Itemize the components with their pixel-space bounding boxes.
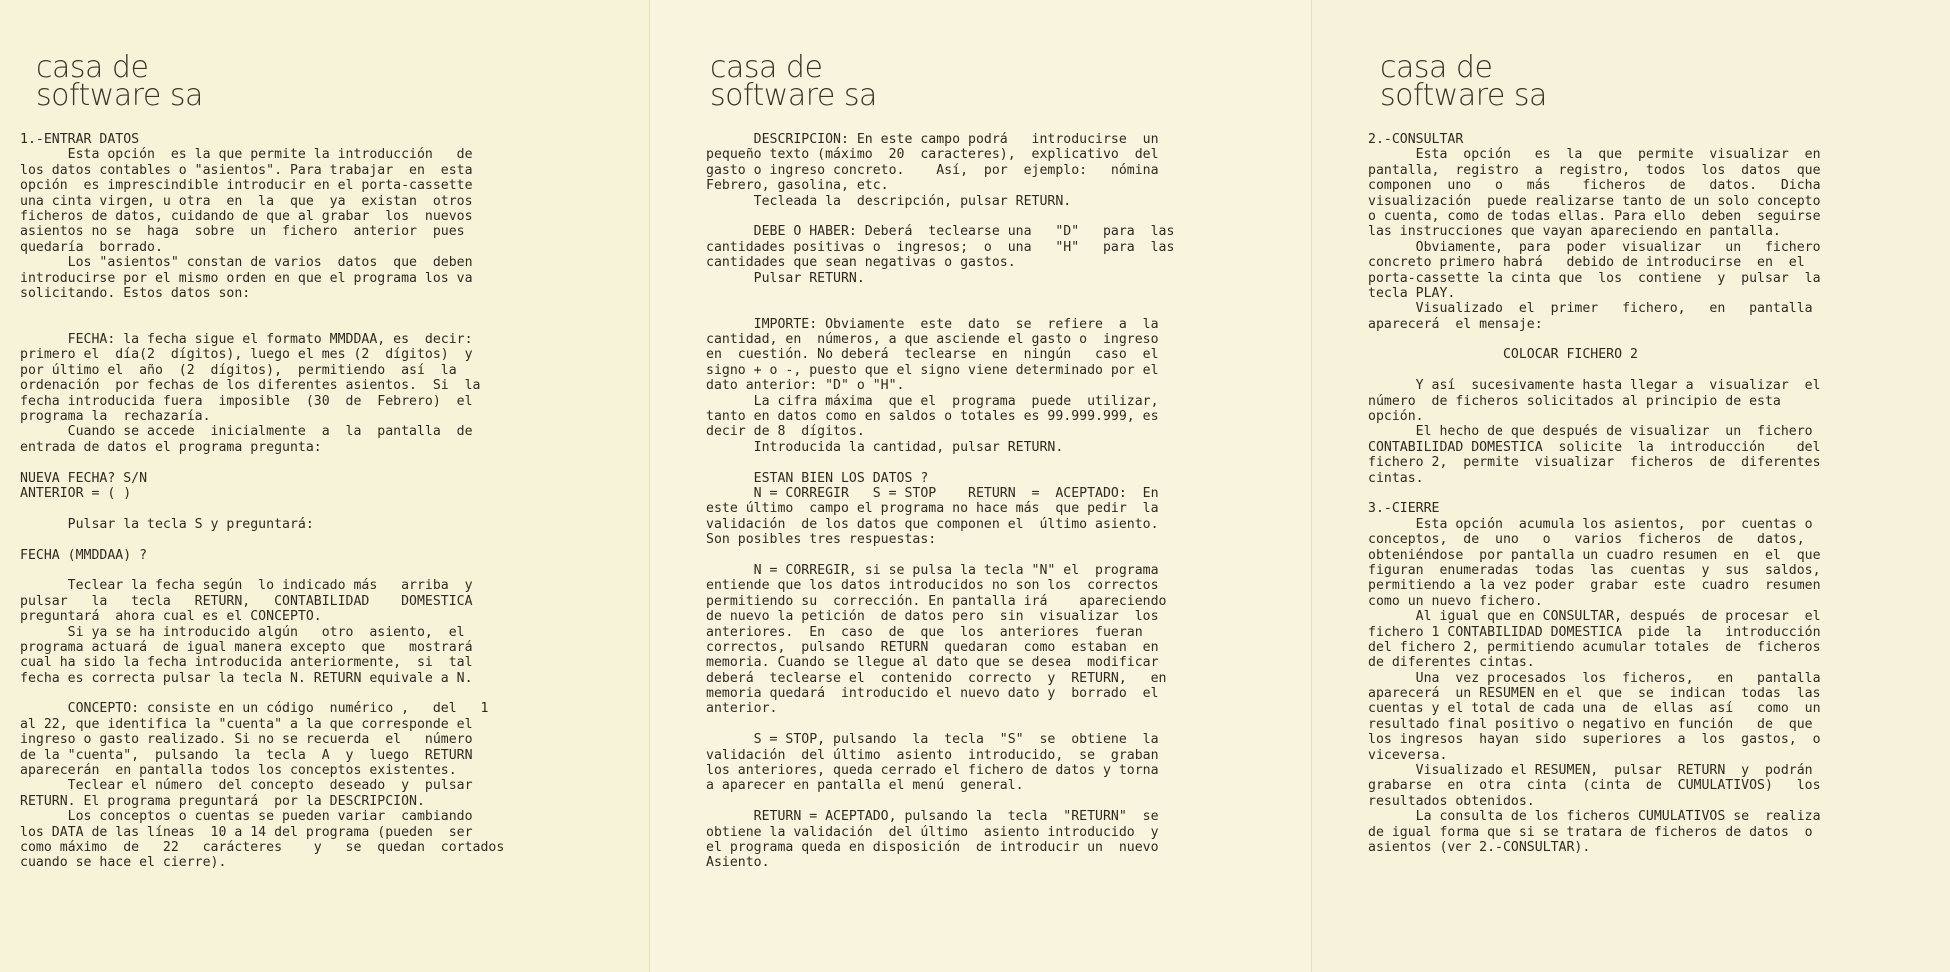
panel-middle xyxy=(650,0,1312,972)
text-line: asientos no se haga sobre un fichero anterior pues xyxy=(20,224,465,240)
text-line: cantidades que sean negativas o gastos. xyxy=(706,255,1016,271)
company-logo xyxy=(710,50,1298,113)
text-line: FECHA (MMDDAA) ? xyxy=(20,547,148,563)
text-line: IMPORTE: Obviamente este dato se refiere a la xyxy=(706,316,1159,332)
logo-line-1: casa de xyxy=(710,50,823,85)
blank-line xyxy=(1368,486,1936,501)
text-line: fichero 2, permite visualizar ficheros de diferentes xyxy=(1368,455,1821,471)
blank-line xyxy=(20,501,636,516)
text-line: fecha es correcta pulsar la tecla N. RETURN equivale a N. xyxy=(20,670,473,686)
text-line: La consulta de los ficheros CUMULATIVOS se realiza xyxy=(1368,809,1821,825)
text-line: DESCRIPCION: En este campo podrá introducirse un xyxy=(706,132,1159,147)
panel-text xyxy=(1332,132,1936,855)
text-line: S = STOP, pulsando la tecla "S" se obtiene la xyxy=(706,732,1159,748)
text-line: los DATA de las líneas 10 a 14 del programa (pueden ser xyxy=(20,824,473,840)
text-line: quedaría borrado. xyxy=(20,239,163,255)
text-line: ordenación por fechas de los diferentes asientos. Si la xyxy=(20,378,481,394)
text-line: memoria quedará introducido el nuevo dato y borrado el xyxy=(706,686,1159,702)
text-line: tanto en datos como en saldos o totales es 99.999.999, es xyxy=(706,409,1159,425)
blank-line xyxy=(706,301,1298,316)
text-line: N = CORREGIR S = STOP RETURN = ACEPTADO: En xyxy=(706,485,1159,501)
text-line: Cuando se accede inicialmente a la pantalla de xyxy=(20,424,473,440)
text-line: programa actuará de igual manera excepto que mostrará xyxy=(20,639,473,655)
panel-text xyxy=(20,132,636,871)
text-line: introducirse por el mismo orden en que el programa los va xyxy=(20,270,473,286)
logo-line-2: software sa xyxy=(36,78,203,113)
text-line: tecla PLAY. xyxy=(1368,285,1456,301)
blank-line xyxy=(706,455,1298,470)
text-line: de diferentes cintas. xyxy=(1368,655,1535,671)
text-line: CONCEPTO: consiste en un código numérico , del 1 xyxy=(20,701,489,717)
text-line: visualización puede realizarse tanto de un solo concepto xyxy=(1368,193,1821,209)
blank-line xyxy=(1368,332,1936,347)
text-line: cantidades positivas o ingresos; o una "H" para las xyxy=(706,239,1175,255)
blank-line xyxy=(20,532,636,547)
text-line: ficheros de datos, cuidando de que al grabar los nuevos xyxy=(20,208,473,224)
text-line: programa la rechazaría. xyxy=(20,409,211,425)
text-line: Introducida la cantidad, pulsar RETURN. xyxy=(706,439,1064,455)
text-line: correctos, pulsando RETURN quedaran como estaban en xyxy=(706,639,1159,655)
text-line: gasto o ingreso concreto. Así, por ejemplo: nómina xyxy=(706,162,1159,178)
text-line: validación del último asiento introducido, se graban xyxy=(706,747,1159,763)
text-line: Visualizado el primer fichero, en pantalla xyxy=(1368,301,1813,317)
text-line: asientos (ver 2.-CONSULTAR). xyxy=(1368,839,1591,855)
text-line: como máximo de 22 carácteres y se quedan cortados xyxy=(20,839,505,855)
text-line: pulsar la tecla RETURN, CONTABILIDAD DOMESTICA xyxy=(20,593,473,609)
text-line: conceptos, de uno o varios ficheros de datos, xyxy=(1368,532,1805,548)
text-line: La cifra máxima que el programa puede utilizar, xyxy=(706,393,1159,409)
blank-line xyxy=(706,794,1298,809)
text-line: aparecerán en pantalla todos los conceptos existentes. xyxy=(20,763,457,779)
text-line: Teclear el número del concepto deseado y pulsar xyxy=(20,778,473,794)
blank-line xyxy=(706,286,1298,301)
text-line: El hecho de que después de visualizar un fichero xyxy=(1368,424,1813,440)
text-line: Esta opción acumula los asientos, por cuentas o xyxy=(1368,516,1813,532)
logo-line-2: software sa xyxy=(1380,78,1547,113)
text-line: cuando se hace el cierre). xyxy=(20,855,227,871)
text-line: figuran enumeradas todas las cuentas y sus saldos, xyxy=(1368,562,1821,578)
text-line: decir de 8 dígitos. xyxy=(706,424,865,440)
blank-line xyxy=(20,317,636,332)
text-line: Los conceptos o cuentas se pueden variar cambiando xyxy=(20,809,473,825)
text-line: Son posibles tres respuestas: xyxy=(706,532,937,548)
text-line: preguntará ahora cual es el CONCEPTO. xyxy=(20,609,322,625)
text-line: Si ya se ha introducido algún otro asiento, el xyxy=(20,624,465,640)
text-line: resultados obtenidos. xyxy=(1368,793,1535,809)
text-line: COLOCAR FICHERO 2 xyxy=(1368,347,1638,363)
text-line: del fichero 2, permitiendo acumular totales de ficheros xyxy=(1368,639,1821,655)
text-line: Esta opción es la que permite la introducción de xyxy=(20,147,473,163)
panel-right xyxy=(1312,0,1950,972)
text-line: una cinta virgen, u otra en la que ya existan otros xyxy=(20,193,473,209)
text-line: al 22, que identifica la "cuenta" a la que corresponde el xyxy=(20,716,473,732)
text-line: Esta opción es la que permite visualizar en xyxy=(1368,147,1821,163)
text-line: aparecerá el mensaje: xyxy=(1368,316,1543,332)
text-line: cintas. xyxy=(1368,470,1424,486)
text-line: Pulsar RETURN. xyxy=(706,270,865,286)
text-line: o cuenta, como de todas ellas. Para ello deben seguirse xyxy=(1368,208,1821,224)
blank-line xyxy=(706,209,1298,224)
panel-left xyxy=(0,0,650,972)
text-line: entrada de datos el programa pregunta: xyxy=(20,439,322,455)
text-line: permitiendo su corrección. En pantalla irá apareciendo xyxy=(706,593,1167,609)
text-line: FECHA: la fecha sigue el formato MMDDAA, es decir: xyxy=(20,332,473,348)
text-line: por último el año (2 dígitos), permitiendo así la xyxy=(20,362,457,378)
text-line: concreto primero habrá debido de introducirse en el xyxy=(1368,255,1805,271)
text-line: Pulsar la tecla S y preguntará: xyxy=(20,516,314,532)
text-line: Tecleada la descripción, pulsar RETURN. xyxy=(706,193,1072,209)
text-line: obtiene la validación del último asiento introducido y xyxy=(706,824,1159,840)
text-line: pequeño texto (máximo 20 caracteres), explicativo del xyxy=(706,147,1159,163)
text-line: Al igual que en CONSULTAR, después de procesar el xyxy=(1368,609,1821,625)
text-line: Febrero, gasolina, etc. xyxy=(706,178,889,194)
text-line: de igual forma que si se tratara de ficheros de datos o xyxy=(1368,824,1813,840)
text-line: Una vez procesados los ficheros, en pantalla xyxy=(1368,670,1821,686)
text-line: RETURN. El programa preguntará por la DESCRIPCION. xyxy=(20,793,425,809)
text-line: los datos contables o "asientos". Para trabajar en esta xyxy=(20,162,473,178)
text-line: RETURN = ACEPTADO, pulsando la tecla "RETURN" se xyxy=(706,809,1159,825)
blank-line xyxy=(20,301,636,316)
blank-line xyxy=(706,548,1298,563)
text-line: ingreso o gasto realizado. Si no se recuerda el número xyxy=(20,732,473,748)
text-line: deberá teclearse el contenido correcto y RETURN, en xyxy=(706,670,1167,686)
blank-line xyxy=(706,717,1298,732)
text-line: permitiendo a la vez poder grabar este cuadro resumen xyxy=(1368,578,1821,594)
logo-line-2: software sa xyxy=(710,78,877,113)
text-line: cual ha sido la fecha introducida anteriormente, si tal xyxy=(20,655,473,671)
text-line: resultado final positivo o negativo en función de que xyxy=(1368,716,1813,732)
text-line: DEBE O HABER: Deberá teclearse una "D" para las xyxy=(706,224,1175,240)
company-logo xyxy=(36,50,636,113)
text-line: ANTERIOR = ( ) xyxy=(20,485,132,501)
logo-line-1: casa de xyxy=(36,50,149,85)
text-line: viceversa. xyxy=(1368,747,1448,763)
blank-line xyxy=(20,686,636,701)
text-line: opción. xyxy=(1368,409,1424,425)
text-line: validación de los datos que componen el último asiento. xyxy=(706,516,1159,532)
text-line: grabarse en otra cinta (cinta de CUMULATIVOS) los xyxy=(1368,778,1821,794)
text-line: de la "cuenta", pulsando la tecla A y luego RETURN xyxy=(20,747,473,763)
text-line: de nuevo la petición de datos pero sin visualizar los xyxy=(706,609,1159,625)
text-line: signo + o -, puesto que el signo viene determinado por el xyxy=(706,362,1159,378)
blank-line xyxy=(20,455,636,470)
text-line: entiende que los datos introducidos no son los correctos xyxy=(706,578,1159,594)
company-logo xyxy=(1380,50,1936,113)
text-line: Teclear la fecha según lo indicado más arriba y xyxy=(20,578,473,594)
text-line: como un nuevo fichero. xyxy=(1368,593,1543,609)
text-line: N = CORREGIR, si se pulsa la tecla "N" el programa xyxy=(706,562,1159,578)
text-line: los ingresos hayan sido superiores a los gastos, o xyxy=(1368,732,1821,748)
text-line: 2.-CONSULTAR xyxy=(1368,132,1464,147)
text-line: dato anterior: "D" o "H". xyxy=(706,378,905,394)
text-line: en cuestión. No deberá teclearse en ningún caso el xyxy=(706,347,1159,363)
text-line: 1.-ENTRAR DATOS xyxy=(20,132,140,147)
logo-line-1: casa de xyxy=(1380,50,1493,85)
text-line: fichero 1 CONTABILIDAD DOMESTICA pide la introducción xyxy=(1368,624,1821,640)
text-line: memoria. Cuando se llegue al dato que se desea modificar xyxy=(706,655,1159,671)
blank-line xyxy=(1368,363,1936,378)
text-line: Visualizado el RESUMEN, pulsar RETURN y podrán xyxy=(1368,763,1813,779)
text-line: NUEVA FECHA? S/N xyxy=(20,470,148,486)
text-line: este último campo el programa no hace más que pedir la xyxy=(706,501,1159,517)
text-line: número de ficheros solicitados al principio de esta xyxy=(1368,393,1781,409)
text-line: porta-cassette la cinta que los contiene y pulsar la xyxy=(1368,270,1821,286)
text-line: el programa queda en disposición de introducir un nuevo xyxy=(706,839,1159,855)
text-line: solicitando. Estos datos son: xyxy=(20,285,251,301)
text-line: primero el día(2 dígitos), luego el mes (2 dígitos) y xyxy=(20,347,473,363)
panel-text xyxy=(670,132,1298,871)
text-line: los anteriores, queda cerrado el fichero de datos y torna xyxy=(706,763,1159,779)
text-line: CONTABILIDAD DOMESTICA solicite la introducción del xyxy=(1368,439,1821,455)
text-line: componen uno o más ficheros de datos. Dicha xyxy=(1368,178,1821,194)
text-line: Asiento. xyxy=(706,855,770,871)
text-line: ESTAN BIEN LOS DATOS ? xyxy=(706,470,929,486)
text-line: anterior. xyxy=(706,701,778,717)
text-line: cantidad, en números, a que asciende el gasto o ingreso xyxy=(706,332,1159,348)
text-line: a aparecer en pantalla el menú general. xyxy=(706,778,1024,794)
blank-line xyxy=(20,563,636,578)
text-line: Los "asientos" constan de varios datos que deben xyxy=(20,255,473,271)
text-line: cuentas y el total de cada una de ellas así como un xyxy=(1368,701,1821,717)
text-line: fecha introducida fuera imposible (30 de Febrero) el xyxy=(20,393,473,409)
text-line: aparecerá un RESUMEN en el que se indican todas las xyxy=(1368,686,1821,702)
text-line: pantalla, registro a registro, todos los datos que xyxy=(1368,162,1821,178)
text-line: 3.-CIERRE xyxy=(1368,501,1440,517)
text-line: anteriores. En caso de que los anteriores fueran xyxy=(706,624,1143,640)
text-line: Obviamente, para poder visualizar un fichero xyxy=(1368,239,1821,255)
text-line: obteniéndose por pantalla un cuadro resumen en el que xyxy=(1368,547,1821,563)
text-line: Y así sucesivamente hasta llegar a visualizar el xyxy=(1368,378,1821,394)
text-line: las instrucciones que vayan apareciendo en pantalla. xyxy=(1368,224,1781,240)
text-line: opción es imprescindible introducir en el porta-cassette xyxy=(20,178,473,194)
